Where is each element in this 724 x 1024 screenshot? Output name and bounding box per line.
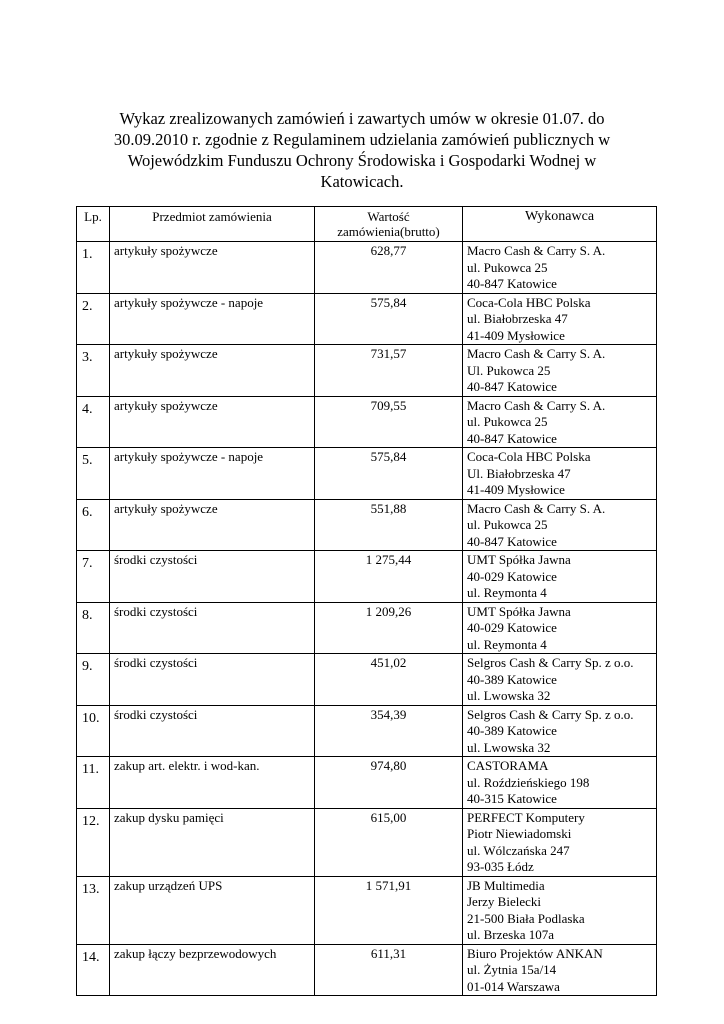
contractor-line: ul. Reymonta 4 <box>467 585 547 600</box>
table-header-row <box>77 207 657 242</box>
contractor-line: 41-409 Mysłowice <box>467 482 565 497</box>
row-contractor <box>463 396 657 448</box>
row-lp: 9. <box>77 654 110 706</box>
row-lp: 7. <box>77 551 110 603</box>
row-contractor <box>463 242 657 294</box>
row-subject: artykuły spożywcze <box>110 396 315 448</box>
header-value-line1: Wartość <box>367 209 410 224</box>
header-value <box>315 207 463 242</box>
row-lp: 13. <box>77 876 110 944</box>
document-title: Wykaz zrealizowanych zamówień i zawartych umów w okresie 01.07. do 30.09.2010 r. zgodnie z Regulaminem udzielania zamówień publicznych w Wojewódzkim Funduszu Ochrony Środowiska i Gospodarki Wodnej w Katowicach. <box>113 109 611 191</box>
table-row <box>77 944 657 996</box>
row-contractor <box>463 944 657 996</box>
table-row <box>77 448 657 500</box>
row-lp: 4. <box>77 396 110 448</box>
contractor-line: ul. Żytnia 15a/14 <box>467 962 557 977</box>
row-subject: artykuły spożywcze <box>110 345 315 397</box>
row-contractor <box>463 499 657 551</box>
header-contractor: Wykonawca <box>463 207 657 242</box>
contractor-line: Macro Cash & Carry S. A. <box>467 243 606 258</box>
header-value-line2: zamówienia(brutto) <box>337 224 440 239</box>
contractor-line: ul. Roździeńskiego 198 <box>467 774 590 790</box>
contractor-line: Macro Cash & Carry S. A. <box>467 500 606 516</box>
row-subject: środki czystości <box>110 705 315 757</box>
contractor-line: ul. Pukowca 25 <box>467 414 548 429</box>
contractor-line: 40-389 Katowice <box>467 723 557 738</box>
row-lp: 14. <box>77 944 110 996</box>
contractor-line: Macro Cash & Carry S. A. <box>467 397 606 413</box>
row-contractor <box>463 808 657 876</box>
contractor-line: ul. Wólczańska 247 <box>467 842 570 858</box>
table-row <box>77 499 657 551</box>
contractor-line: 40-315 Katowice <box>467 791 557 806</box>
row-lp: 5. <box>77 448 110 500</box>
row-contractor <box>463 876 657 944</box>
contractor-line: 40-847 Katowice <box>467 379 557 394</box>
row-value: 974,80 <box>315 757 463 809</box>
contractor-line: Coca-Cola HBC Polska <box>467 294 591 310</box>
contractor-line: Selgros Cash & Carry Sp. z o.o. <box>467 655 634 670</box>
row-lp: 10. <box>77 705 110 757</box>
row-lp: 11. <box>77 757 110 809</box>
row-lp: 2. <box>77 293 110 345</box>
table-row <box>77 808 657 876</box>
contractor-line: Piotr Niewiadomski <box>467 826 572 841</box>
contractor-line: 40-847 Katowice <box>467 533 557 549</box>
header-subject: Przedmiot zamówienia <box>110 207 315 242</box>
table-row <box>77 396 657 448</box>
row-value: 1 275,44 <box>315 551 463 603</box>
contractor-line: ul. Lwowska 32 <box>467 739 551 755</box>
row-contractor <box>463 602 657 654</box>
row-value: 451,02 <box>315 654 463 706</box>
row-contractor <box>463 654 657 706</box>
contractor-line: CASTORAMA <box>467 758 549 773</box>
row-value: 575,84 <box>315 293 463 345</box>
table-row <box>77 345 657 397</box>
row-subject: artykuły spożywcze - napoje <box>110 293 315 345</box>
row-subject: zakup urządzeń UPS <box>110 876 315 944</box>
row-subject: zakup art. elektr. i wod-kan. <box>110 757 315 809</box>
row-subject: artykuły spożywcze - napoje <box>110 448 315 500</box>
contractor-line: 41-409 Mysłowice <box>467 327 565 343</box>
row-contractor <box>463 757 657 809</box>
contractor-line: ul. Reymonta 4 <box>467 636 547 652</box>
contractor-line: 40-029 Katowice <box>467 620 557 635</box>
row-lp: 8. <box>77 602 110 654</box>
row-value: 611,31 <box>315 944 463 996</box>
table-row <box>77 705 657 757</box>
contractor-line: Coca-Cola HBC Polska <box>467 449 591 464</box>
contractor-line: ul. Pukowca 25 <box>467 259 548 275</box>
row-subject: środki czystości <box>110 602 315 654</box>
contractor-line: ul. Pukowca 25 <box>467 517 548 532</box>
row-subject: artykuły spożywcze <box>110 499 315 551</box>
contractor-line: PERFECT Komputery <box>467 809 585 825</box>
table-row <box>77 654 657 706</box>
row-value: 615,00 <box>315 808 463 876</box>
row-contractor <box>463 705 657 757</box>
row-subject: zakup dysku pamięci <box>110 808 315 876</box>
contractor-line: ul. Białobrzeska 47 <box>467 311 568 326</box>
row-contractor <box>463 293 657 345</box>
row-subject: artykuły spożywcze <box>110 242 315 294</box>
row-contractor <box>463 448 657 500</box>
contractor-line: Biuro Projektów ANKAN <box>467 945 603 961</box>
contractor-line: Ul. Pukowca 25 <box>467 362 551 378</box>
row-lp: 12. <box>77 808 110 876</box>
row-value: 354,39 <box>315 705 463 757</box>
contractor-line: 40-389 Katowice <box>467 671 557 687</box>
table-row <box>77 757 657 809</box>
contractor-line: ul. Lwowska 32 <box>467 688 551 703</box>
contractor-line: Selgros Cash & Carry Sp. z o.o. <box>467 706 634 722</box>
contractor-line: 40-847 Katowice <box>467 430 557 446</box>
row-value: 1 209,26 <box>315 602 463 654</box>
row-value: 551,88 <box>315 499 463 551</box>
table-row <box>77 876 657 944</box>
contractor-line: Ul. Białobrzeska 47 <box>467 465 571 481</box>
row-subject: środki czystości <box>110 551 315 603</box>
contractor-line: Jerzy Bielecki <box>467 894 541 909</box>
contractor-line: 40-029 Katowice <box>467 568 557 584</box>
row-lp: 6. <box>77 499 110 551</box>
contractor-line: 01-014 Warszawa <box>467 978 560 994</box>
row-contractor <box>463 551 657 603</box>
contractor-line: UMT Spółka Jawna <box>467 552 571 567</box>
row-value: 575,84 <box>315 448 463 500</box>
table-row <box>77 242 657 294</box>
row-subject: zakup łączy bezprzewodowych <box>110 944 315 996</box>
orders-table <box>76 206 657 996</box>
row-value: 709,55 <box>315 396 463 448</box>
contractor-line: ul. Brzeska 107a <box>467 927 555 942</box>
table-row <box>77 551 657 603</box>
contractor-line: 93-035 Łódz <box>467 859 534 874</box>
contractor-line: Macro Cash & Carry S. A. <box>467 346 606 361</box>
row-value: 628,77 <box>315 242 463 294</box>
row-contractor <box>463 345 657 397</box>
table-row <box>77 602 657 654</box>
table-row <box>77 293 657 345</box>
row-lp: 1. <box>77 242 110 294</box>
row-subject: środki czystości <box>110 654 315 706</box>
contractor-line: 21-500 Biała Podlaska <box>467 910 585 926</box>
contractor-line: 40-847 Katowice <box>467 276 557 291</box>
row-value: 731,57 <box>315 345 463 397</box>
row-lp: 3. <box>77 345 110 397</box>
row-value: 1 571,91 <box>315 876 463 944</box>
contractor-line: JB Multimedia <box>467 877 545 893</box>
header-lp: Lp. <box>77 207 110 242</box>
contractor-line: UMT Spółka Jawna <box>467 603 571 619</box>
